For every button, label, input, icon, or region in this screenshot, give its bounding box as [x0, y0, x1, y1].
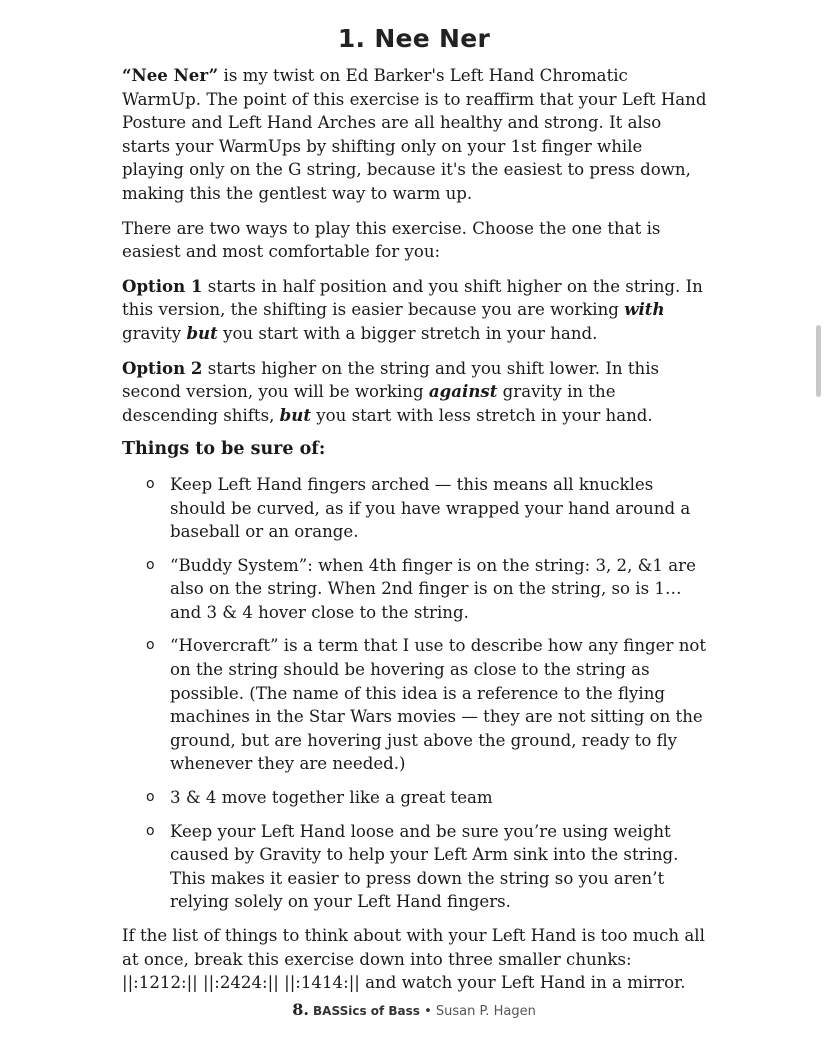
list-item: [122, 473, 708, 544]
option2-emphasis-but: but: [279, 404, 312, 425]
option1-emphasis-with: with: [624, 299, 665, 320]
option2-text-2: gravity in the descending shifts,: [122, 382, 616, 425]
things-heading: Things to be sure of:: [122, 439, 326, 460]
footer-separator: •: [424, 1004, 432, 1019]
list-item-text: Keep Left Hand fingers arched — this means all knuckles should be curved, as if you have wrapped your hand around a baseball or an orange.: [170, 474, 691, 542]
option2-emphasis-against: against: [428, 381, 498, 402]
closing-paragraph: If the list of things to think about with your Left Hand is too much all at once, break this exercise down into three smaller chunks: ||:1212:|| ||:2424:|| ||:1414:|| and watch your Left Hand in a mirror.: [122, 926, 705, 993]
list-item: [122, 634, 708, 776]
intro-paragraph: [122, 64, 708, 206]
option1-emphasis-but: but: [186, 322, 218, 343]
list-item-text: “Hovercraft” is a term that I use to describe how any finger not on the string should be hovering as close to the string as possible. (The name of this idea is a reference to the flying machines in the Star Wars movies — they are not sitting on the ground, but are hovering just above the ground, ready to fly whenever they are needed.): [170, 636, 707, 774]
list-item: [122, 554, 708, 625]
list-item-text: Keep your Left Hand loose and be sure you’re using weight caused by Gravity to help your Left Arm sink into the string. This makes it easier to press down the string so you aren’t relying solely on your Left Hand fingers.: [170, 821, 679, 912]
option1-text-3: you start with a bigger stretch in your hand.: [217, 323, 598, 343]
scrollbar[interactable]: [816, 325, 821, 397]
option2-paragraph: [122, 357, 708, 428]
option1-text-1: starts in half position and you shift higher on the string. In this version, the shifting is easier because you are working: [122, 276, 703, 320]
intro-text: is my twist on Ed Barker's Left Hand Chromatic WarmUp. The point of this exercise is to reaffirm that your Left Hand Posture and Left Hand Arches are all healthy and strong. It also starts your WarmUps by shifting only on your 1st finger while playing only on the G string, because it's the easiest to press down, making this the gentlest way to warm up.: [122, 66, 707, 203]
ways-paragraph: There are two ways to play this exercise. Choose the one that is easiest and most comfortable for you:: [122, 218, 661, 262]
intro-lead: “Nee Ner”: [122, 65, 219, 85]
list-item-text: “Buddy System”: when 4th finger is on the string: 3, 2, &1 are also on the string. When 2nd finger is on the string, so is 1… and 3 & 4 hover close to the string.: [170, 555, 696, 622]
author-name: Susan P. Hagen: [435, 1004, 536, 1019]
book-title: BASSics of Bass: [313, 1004, 420, 1018]
page-number: 8.: [292, 1000, 309, 1019]
list-item: [122, 820, 708, 914]
option1-label: Option 1: [122, 275, 203, 296]
option2-label: Option 2: [122, 357, 203, 378]
option1-text-2: gravity: [122, 323, 187, 343]
option2-text-3: you start with less stretch in your hand.: [311, 405, 653, 425]
page-title: 1. Nee Ner: [337, 24, 491, 53]
circle-bullet-icon: o: [146, 789, 155, 806]
main-content: [122, 64, 708, 1006]
list-item: [122, 786, 708, 810]
circle-bullet-icon: o: [146, 637, 155, 654]
option2-text-1: starts higher on the string and you shift lower. In this second version, you will be working: [122, 358, 660, 402]
page-footer: [0, 1000, 828, 1019]
things-list: [122, 473, 708, 914]
circle-bullet-icon: o: [146, 822, 155, 839]
circle-bullet-icon: o: [146, 475, 155, 492]
list-item-text: 3 & 4 move together like a great team: [170, 788, 493, 808]
circle-bullet-icon: o: [146, 556, 155, 573]
option1-paragraph: [122, 275, 708, 346]
